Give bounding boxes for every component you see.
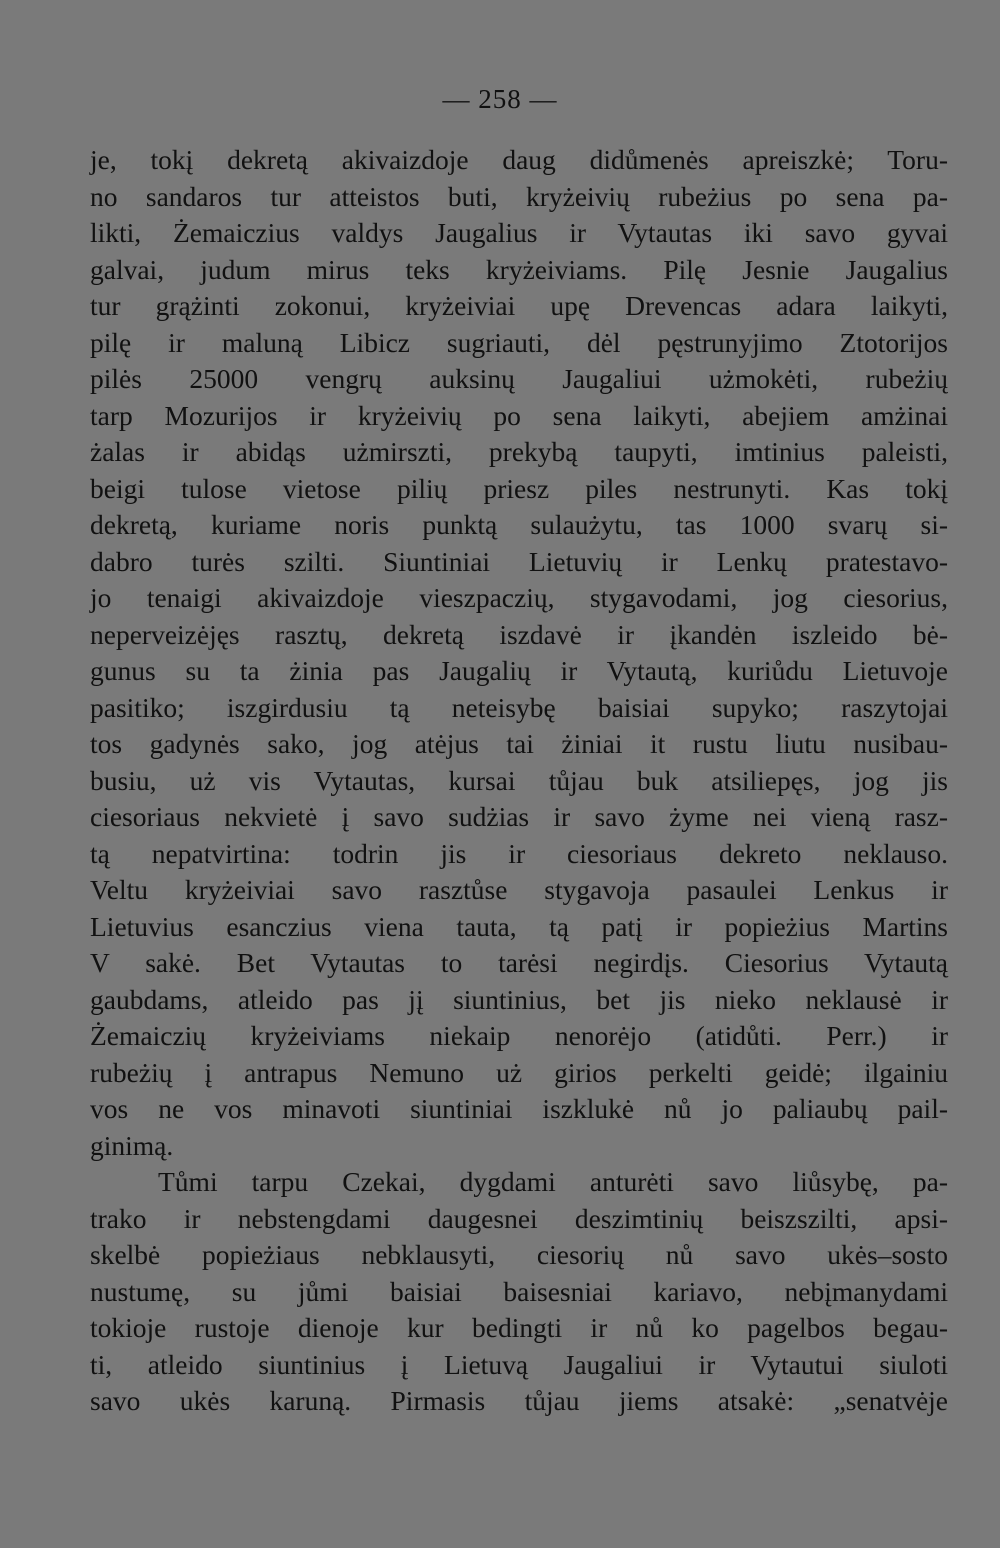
text-line: skelbė popieżiaus nebklausyti, ciesorių nů savo ukės–sosto <box>90 1239 948 1270</box>
text-line: tarp Mozurijos ir kryżeivių po sena laikyti, abejiem amżinai <box>90 399 948 431</box>
text-line: beigi tulose vietose pilių priesz piles nestrunyti. Kas tokį <box>90 472 948 504</box>
text-line: Tůmi tarpu Czekai, dygdami anturėti savo liůsybę, pa- <box>158 1166 948 1197</box>
text-line: ti, atleido siuntinius į Lietuvą Jaugaliui ir Vytautui siuloti <box>90 1348 948 1380</box>
text-line: pasitiko; iszgirdusiu tą neteisybę baisiai supyko; raszytojai <box>90 691 948 723</box>
text-line: tokioje rustoje dienoje kur bedingti ir nů ko pagelbos begau- <box>90 1312 948 1343</box>
text-line: Veltu kryżeiviai savo rasztůse stygavoja pasaulei Lenkus ir <box>90 874 948 905</box>
text-line: no sandaros tur atteistos buti, kryżeivių rubeżius po sena pa- <box>90 180 948 212</box>
text-line: vos ne vos minavoti siuntiniai iszklukė nů jo paliaubų pail- <box>90 1093 948 1124</box>
text-line: żalas ir abidąs użmirszti, prekybą taupyti, imtinius paleisti, <box>90 436 948 467</box>
text-line: je, tokį dekretą akivaizdoje daug didůmenės apreiszkė; Toru- <box>90 144 948 175</box>
text-line: nustumę, su jůmi baisiai baisesniai kariavo, nebįmanydami <box>90 1275 948 1307</box>
text-line: galvai, judum mirus teks kryżeiviams. Pilę Jesnie Jaugalius <box>90 253 948 285</box>
text-line: jo tenaigi akivaizdoje vieszpaczių, stygavodami, jog ciesorius, <box>90 582 948 613</box>
body-text <box>90 142 948 1420</box>
text-line: pilės 25000 vengrų auksinų Jaugaliui użmokėti, rubeżių <box>90 363 948 394</box>
text-line: tos gadynės sako, jog atėjus tai żiniai it rustu liutu nusibau- <box>90 728 948 759</box>
text-line: rubeżių į antrapus Nemuno uż girios perkelti geidė; ilgainiu <box>90 1056 948 1088</box>
text-line: V sakė. Bet Vytautas to tarėsi negirdįs. Ciesorius Vytautą <box>90 947 948 978</box>
text-line: busiu, uż vis Vytautas, kursai tůjau buk atsiliepęs, jog jis <box>90 764 948 796</box>
text-line: Lietuvius esanczius viena tauta, tą patį ir popieżius Martins <box>90 910 948 942</box>
text-line: savo ukės karuną. Pirmasis tůjau jiems atsakė: „senatvėje <box>90 1385 948 1416</box>
page-number: — 258 — <box>442 84 558 114</box>
text-line: tur grążinti zokonui, kryżeiviai upę Drevencas adara laikyti, <box>90 290 948 321</box>
text-line: dabro turės szilti. Siuntiniai Lietuvių ir Lenkų pratestavo- <box>90 545 948 577</box>
text-line: likti, Żemaiczius valdys Jaugalius ir Vytautas iki savo gyvai <box>90 217 948 248</box>
text-line: tą nepatvirtina: todrin jis ir ciesoriaus dekreto neklauso. <box>90 837 948 869</box>
text-line: dekretą, kuriame noris punktą sulaużytu, tas 1000 svarų si- <box>90 509 948 540</box>
text-line: Żemaiczių kryżeiviams niekaip nenorėjo (atidůti. Perr.) ir <box>90 1020 948 1051</box>
text-line: pilę ir maluną Libicz sugriauti, dėl pęstrunyjimo Ztotorijos <box>90 326 948 358</box>
text-line: ginimą. <box>90 1129 174 1161</box>
text-line: trako ir nebstengdami daugesnei deszimtinių beiszszilti, apsi- <box>90 1202 948 1234</box>
text-line: ciesoriaus nekvietė į savo sudżias ir savo żyme nei vieną rasz- <box>90 801 948 832</box>
text-line: neperveizėjęs rasztų, dekretą iszdavė ir įkandėn iszleido bė- <box>90 618 948 650</box>
text-line: gunus su ta żinia pas Jaugalių ir Vytautą, kuriůdu Lietuvoje <box>90 655 948 686</box>
text-line: gaubdams, atleido pas jį siuntinius, bet jis nieko neklausė ir <box>90 983 948 1015</box>
